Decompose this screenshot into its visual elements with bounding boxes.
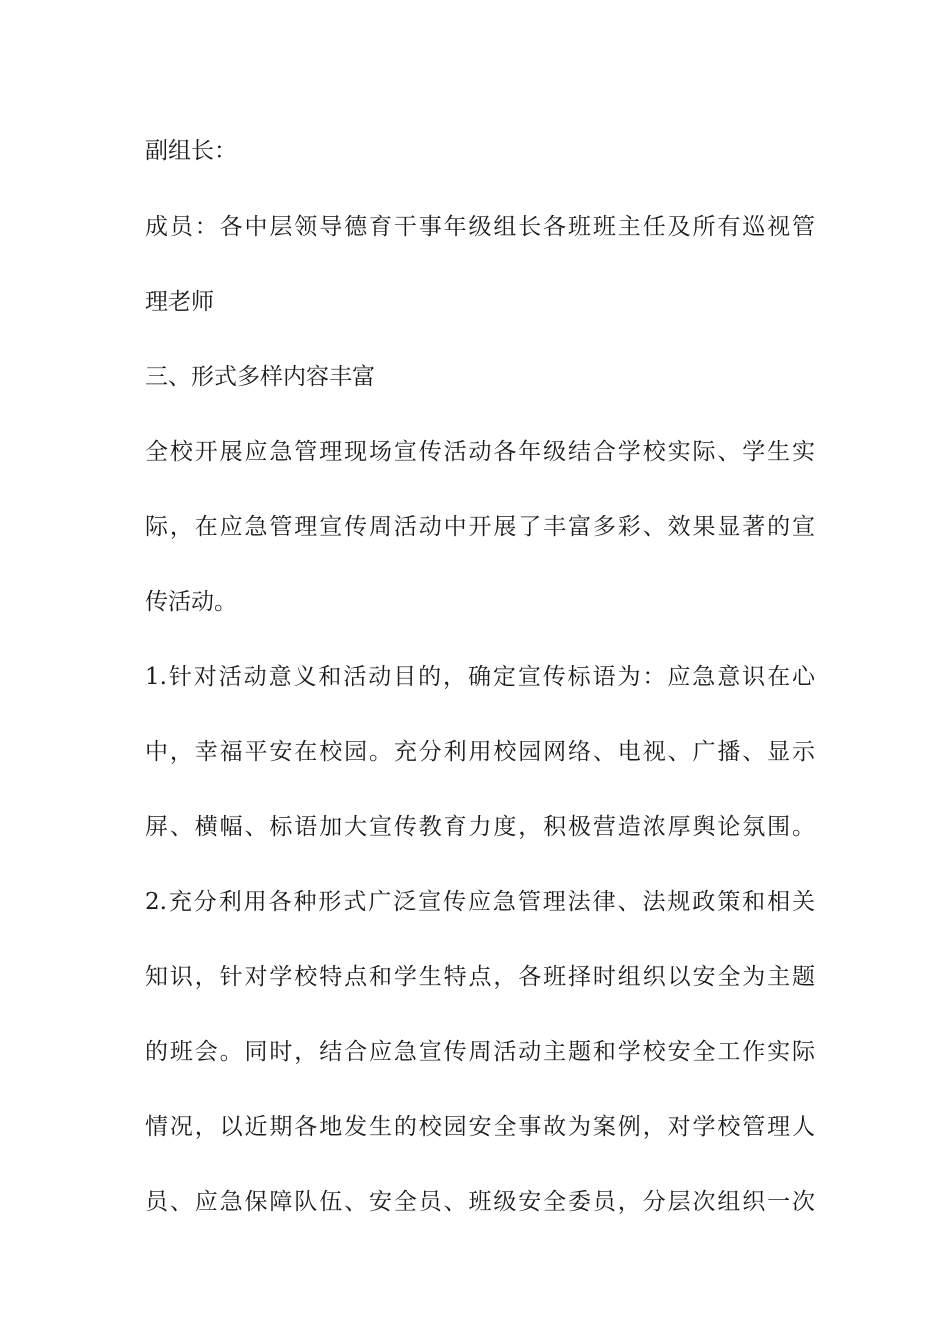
text-line-item-1: 中，幸福平安在校园。充分利用校园网络、电视、广播、显示 <box>145 739 815 765</box>
text-line-paragraph-1: 全校开展应急管理现场宣传活动各年级结合学校实际、学生实 <box>145 439 815 465</box>
text-line-paragraph-1: 传活动。 <box>145 589 237 615</box>
section-heading: 三、形式多样内容丰富 <box>145 364 375 390</box>
text-line-item-2: 2.充分利用各种形式广泛宣传应急管理法律、法规政策和相关 <box>145 889 815 915</box>
text-line-members-cont: 理老师 <box>145 289 214 315</box>
text-line-paragraph-1: 际，在应急管理宣传周活动中开展了丰富多彩、效果显著的宣 <box>145 514 815 540</box>
text-line-item-2: 知识，针对学校特点和学生特点，各班择时组织以安全为主题 <box>145 964 815 990</box>
text-line-item-2: 员、应急保障队伍、安全员、班级安全委员，分层次组织一次 <box>145 1189 815 1215</box>
text-line-item-1: 1.针对活动意义和活动目的，确定宣传标语为：应急意识在心 <box>145 664 815 690</box>
text-line-item-2: 的班会。同时，结合应急宣传周活动主题和学校安全工作实际 <box>145 1039 815 1065</box>
text-line-item-2: 情况，以近期各地发生的校园安全事故为案例，对学校管理人 <box>145 1114 815 1140</box>
text-line-members: 成员：各中层领导德育干事年级组长各班班主任及所有巡视管 <box>145 214 815 240</box>
text-line-item-1: 屏、横幅、标语加大宣传教育力度，积极营造浓厚舆论氛围。 <box>145 814 815 840</box>
text-line-deputy-leader: 副组长： <box>145 138 237 164</box>
